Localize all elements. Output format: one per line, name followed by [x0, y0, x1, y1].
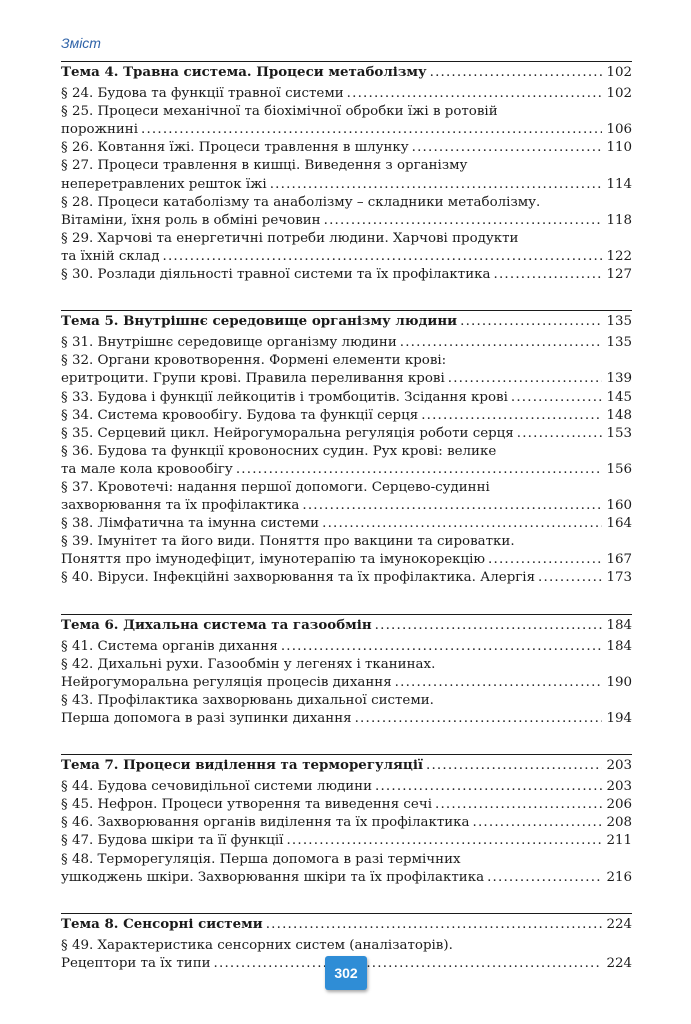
topic-title-row[interactable]: [61, 756, 632, 774]
leader-dots: [511, 389, 602, 407]
leader-dots: [395, 674, 602, 692]
toc-entry-line: [61, 869, 632, 887]
toc-entry-page-number: 203: [606, 779, 632, 795]
toc-entry-text: захворювання та їх профілактика: [61, 498, 300, 514]
toc-entry-page-number: 114: [606, 176, 632, 192]
toc-entry-page-number: 118: [606, 212, 632, 228]
toc-entry-page-number: 167: [606, 552, 632, 568]
leader-dots: [473, 814, 602, 832]
toc-entry-text: Рецептори та їх типи: [61, 955, 211, 971]
toc-entry-page-number: 122: [606, 248, 632, 264]
toc-entry-line: [61, 85, 632, 103]
leader-dots: [162, 248, 602, 266]
toc-topic: [61, 61, 632, 284]
toc-entry-text: § 40. Віруси. Інфекційні захворювання та їх профілактика. Алергія: [61, 570, 536, 586]
toc-entry-text: § 36. Будова та функції кровоносних судин. Рух крові: велике: [61, 443, 497, 459]
leader-dots: [347, 85, 602, 103]
toc-entry[interactable]: [61, 194, 632, 230]
toc-entry-line: [61, 796, 632, 814]
contents-heading: Зміст: [61, 35, 101, 51]
toc-entry-text: та мале кола кровообігу: [61, 461, 233, 477]
toc-entry-line: [61, 479, 632, 497]
toc-entry-line: [61, 389, 632, 407]
toc-entry-text: § 43. Профілактика захворювань дихальної системи.: [61, 692, 434, 708]
toc-entry-line: [61, 139, 632, 157]
toc-topic: [61, 614, 632, 729]
leader-dots: [322, 515, 602, 533]
toc-entry-text: § 44. Будова сечовидільної системи людини: [61, 779, 372, 795]
toc-entry-text: § 30. Розлади діяльності травної системи та їх профілактика: [61, 267, 491, 283]
toc-entry-page-number: 224: [606, 955, 632, 971]
toc-entry-text: еритроцити. Групи крові. Правила переливання крові: [61, 371, 445, 387]
leader-dots: [324, 212, 602, 230]
leader-dots: [517, 425, 602, 443]
toc-entry[interactable]: [61, 334, 632, 352]
toc-entry-line: [61, 674, 632, 692]
toc-entry-line: [61, 656, 632, 674]
toc-entry-text: § 35. Серцевий цикл. Нейрогуморальна регуляція роботи серця: [61, 425, 514, 441]
topic-title-row[interactable]: [61, 312, 632, 330]
toc-entry-text: § 33. Будова і функції лейкоцитів і тромбоцитів. Зсідання крові: [61, 389, 508, 405]
toc-entry-text: § 37. Кровотечі: надання першої допомоги. Серцево-судинні: [61, 479, 490, 495]
leader-dots: [375, 778, 602, 796]
toc-entry-text: § 25. Процеси механічної та біохімічної обробки їжі в ротовій: [61, 104, 498, 120]
toc-entry-line: [61, 230, 632, 248]
toc-entry-text: порожнині: [61, 122, 138, 138]
toc-entry[interactable]: [61, 103, 632, 139]
toc-entry[interactable]: [61, 778, 632, 796]
topic-page-number: 184: [606, 617, 632, 633]
toc-entry-text: § 26. Ковтання їжі. Процеси травлення в шлунку: [61, 140, 409, 156]
leader-dots: [421, 407, 602, 425]
toc-entry-text: § 42. Дихальні рухи. Газообмін у легенях і тканинах.: [61, 656, 436, 672]
toc-entry-line: [61, 425, 632, 443]
leader-dots: [460, 313, 602, 331]
toc-entry-line: [61, 937, 632, 955]
toc-entry-page-number: 184: [606, 638, 632, 654]
topic-title-row[interactable]: [61, 63, 632, 81]
toc-entry-text: Вітаміни, їхня роль в обміні речовин: [61, 212, 321, 228]
toc-entry-line: [61, 176, 632, 194]
toc-entry-text: § 34. Система кровообігу. Будова та функції серця: [61, 407, 419, 423]
toc-entry-line: [61, 443, 632, 461]
leader-dots: [355, 710, 602, 728]
toc-entry[interactable]: [61, 515, 632, 533]
toc-entry-page-number: 153: [606, 425, 632, 441]
leader-dots: [487, 869, 602, 887]
leader-dots: [266, 916, 602, 934]
toc-entry-line: [61, 832, 632, 850]
toc-entry-page-number: 139: [606, 371, 632, 387]
toc-entry-line: [61, 370, 632, 388]
leader-dots: [236, 461, 602, 479]
toc-entry-page-number: 102: [606, 86, 632, 102]
toc-entry-text: § 45. Нефрон. Процеси утворення та виведення сечі: [61, 797, 432, 813]
toc-entry-text: § 39. Імунітет та його види. Поняття про вакцини та сироватки.: [61, 534, 515, 550]
toc-entry-page-number: 216: [606, 869, 632, 885]
toc-entry[interactable]: [61, 139, 632, 157]
topic-title-row[interactable]: [61, 616, 632, 634]
toc-entry[interactable]: [61, 796, 632, 814]
toc-entry-page-number: 173: [606, 570, 632, 586]
topic-page-number: 224: [606, 916, 632, 932]
table-of-contents: [61, 61, 632, 999]
toc-entry-text: Нейрогуморальна регуляція процесів дихання: [61, 674, 392, 690]
leader-dots: [426, 757, 602, 775]
toc-topic: [61, 310, 632, 587]
toc-entry[interactable]: [61, 832, 632, 850]
toc-entry-page-number: 164: [606, 516, 632, 532]
toc-entry[interactable]: [61, 443, 632, 479]
toc-entry-line: [61, 334, 632, 352]
toc-entry-text: § 47. Будова шкіри та її функції: [61, 833, 284, 849]
toc-entry-text: § 27. Процеси травлення в кишці. Виведення з організму: [61, 158, 468, 174]
leader-dots: [494, 266, 603, 284]
toc-entry[interactable]: [61, 230, 632, 266]
leader-dots: [281, 638, 602, 656]
toc-entry-line: [61, 569, 632, 587]
topic-page-number: 135: [606, 314, 632, 330]
leader-dots: [488, 551, 602, 569]
toc-entry[interactable]: [61, 425, 632, 443]
toc-entry-text: § 24. Будова та функції травної системи: [61, 86, 344, 102]
leader-dots: [214, 955, 602, 973]
toc-entry-line: [61, 461, 632, 479]
toc-entry-line: [61, 407, 632, 425]
toc-entry-page-number: 208: [606, 815, 632, 831]
toc-entry-line: [61, 157, 632, 175]
toc-entry[interactable]: [61, 692, 632, 728]
toc-entry-line: [61, 212, 632, 230]
leader-dots: [430, 64, 602, 82]
toc-entry[interactable]: [61, 389, 632, 407]
leader-dots: [141, 121, 602, 139]
toc-entry-line: [61, 851, 632, 869]
toc-entry[interactable]: [61, 407, 632, 425]
leader-dots: [435, 796, 602, 814]
toc-entry-text: § 41. Система органів дихання: [61, 638, 278, 654]
toc-entry[interactable]: [61, 479, 632, 515]
toc-entry-page-number: 110: [606, 140, 632, 156]
toc-entry-page-number: 206: [606, 797, 632, 813]
toc-entry[interactable]: [61, 266, 632, 284]
leader-dots: [286, 832, 602, 850]
page-number: 302: [334, 965, 358, 981]
toc-entry-line: [61, 638, 632, 656]
toc-entry-line: [61, 266, 632, 284]
leader-dots: [448, 370, 602, 388]
toc-entry[interactable]: [61, 814, 632, 832]
leader-dots: [412, 139, 602, 157]
toc-entry-line: [61, 692, 632, 710]
toc-entry-text: § 46. Захворювання органів виділення та їх профілактика: [61, 815, 470, 831]
leader-dots: [400, 334, 602, 352]
toc-entry[interactable]: [61, 157, 632, 193]
toc-entry-line: [61, 497, 632, 515]
topic-page-number: 203: [606, 758, 632, 774]
leader-dots: [302, 497, 602, 515]
toc-entry-line: [61, 814, 632, 832]
topic-title: Тема 6. Дихальна система та газообмін: [61, 616, 372, 633]
topic-title-row[interactable]: [61, 915, 632, 933]
toc-entry[interactable]: [61, 569, 632, 587]
toc-entry-text: § 49. Характеристика сенсорних систем (аналізаторів).: [61, 937, 453, 953]
leader-dots: [375, 617, 602, 635]
toc-entry-page-number: 194: [606, 711, 632, 726]
toc-entry[interactable]: [61, 638, 632, 656]
toc-entry-line: [61, 121, 632, 139]
toc-entry-page-number: 156: [606, 461, 632, 477]
topic-title: Тема 5. Внутрішнє середовище організму людини: [61, 313, 458, 330]
toc-entry[interactable]: [61, 656, 632, 692]
toc-entry-line: [61, 248, 632, 266]
toc-entry[interactable]: [61, 352, 632, 388]
toc-topic: [61, 754, 632, 887]
toc-entry-line: [61, 551, 632, 569]
toc-entry-text: Перша допомога в разі зупинки дихання: [61, 711, 352, 726]
toc-entry-text: § 29. Харчові та енергетичні потреби людини. Харчові продукти: [61, 230, 519, 246]
toc-entry-page-number: 127: [606, 267, 632, 283]
toc-entry-page-number: 211: [606, 833, 632, 849]
toc-entry-text: § 32. Органи кровотворення. Формені елементи крові:: [61, 353, 447, 369]
toc-entry-line: [61, 533, 632, 551]
toc-entry-text: неперетравлених решток їжі: [61, 176, 267, 192]
toc-entry-text: та їхній склад: [61, 248, 160, 264]
toc-entry-text: § 28. Процеси катаболізму та анаболізму – складники метаболізму.: [61, 194, 541, 210]
toc-entry-text: Поняття про імунодефіцит, імунотерапію та імунокорекцію: [61, 552, 486, 568]
toc-entry-line: [61, 515, 632, 533]
toc-entry-page-number: 148: [606, 407, 632, 423]
toc-entry-text: § 38. Лімфатична та імунна системи: [61, 516, 320, 532]
topic-title: Тема 8. Сенсорні системи: [61, 915, 263, 932]
leader-dots: [538, 569, 602, 587]
toc-entry-page-number: 135: [606, 335, 632, 351]
leader-dots: [270, 176, 602, 194]
toc-entry-text: § 48. Терморегуляція. Перша допомога в разі термічних: [61, 851, 461, 867]
toc-entry-text: § 31. Внутрішнє середовище організму людини: [61, 335, 397, 351]
toc-entry-page-number: 190: [606, 674, 632, 690]
toc-entry[interactable]: [61, 533, 632, 569]
page-number-badge: [325, 956, 367, 990]
toc-entry-page-number: 145: [606, 389, 632, 405]
toc-entry-line: [61, 194, 632, 212]
toc-entry-line: [61, 710, 632, 728]
toc-entry[interactable]: [61, 85, 632, 103]
toc-entry-page-number: 160: [606, 498, 632, 514]
toc-entry-line: [61, 778, 632, 796]
toc-entry-line: [61, 103, 632, 121]
topic-title: Тема 7. Процеси виділення та терморегуляції: [61, 757, 423, 774]
toc-entry-line: [61, 352, 632, 370]
toc-entry[interactable]: [61, 851, 632, 887]
topic-page-number: 102: [606, 65, 632, 80]
toc-entry-page-number: 106: [606, 122, 632, 138]
toc-entry-text: ушкоджень шкіри. Захворювання шкіри та їх профілактика: [61, 869, 485, 885]
topic-title: Тема 4. Травна система. Процеси метаболізму: [61, 64, 427, 80]
